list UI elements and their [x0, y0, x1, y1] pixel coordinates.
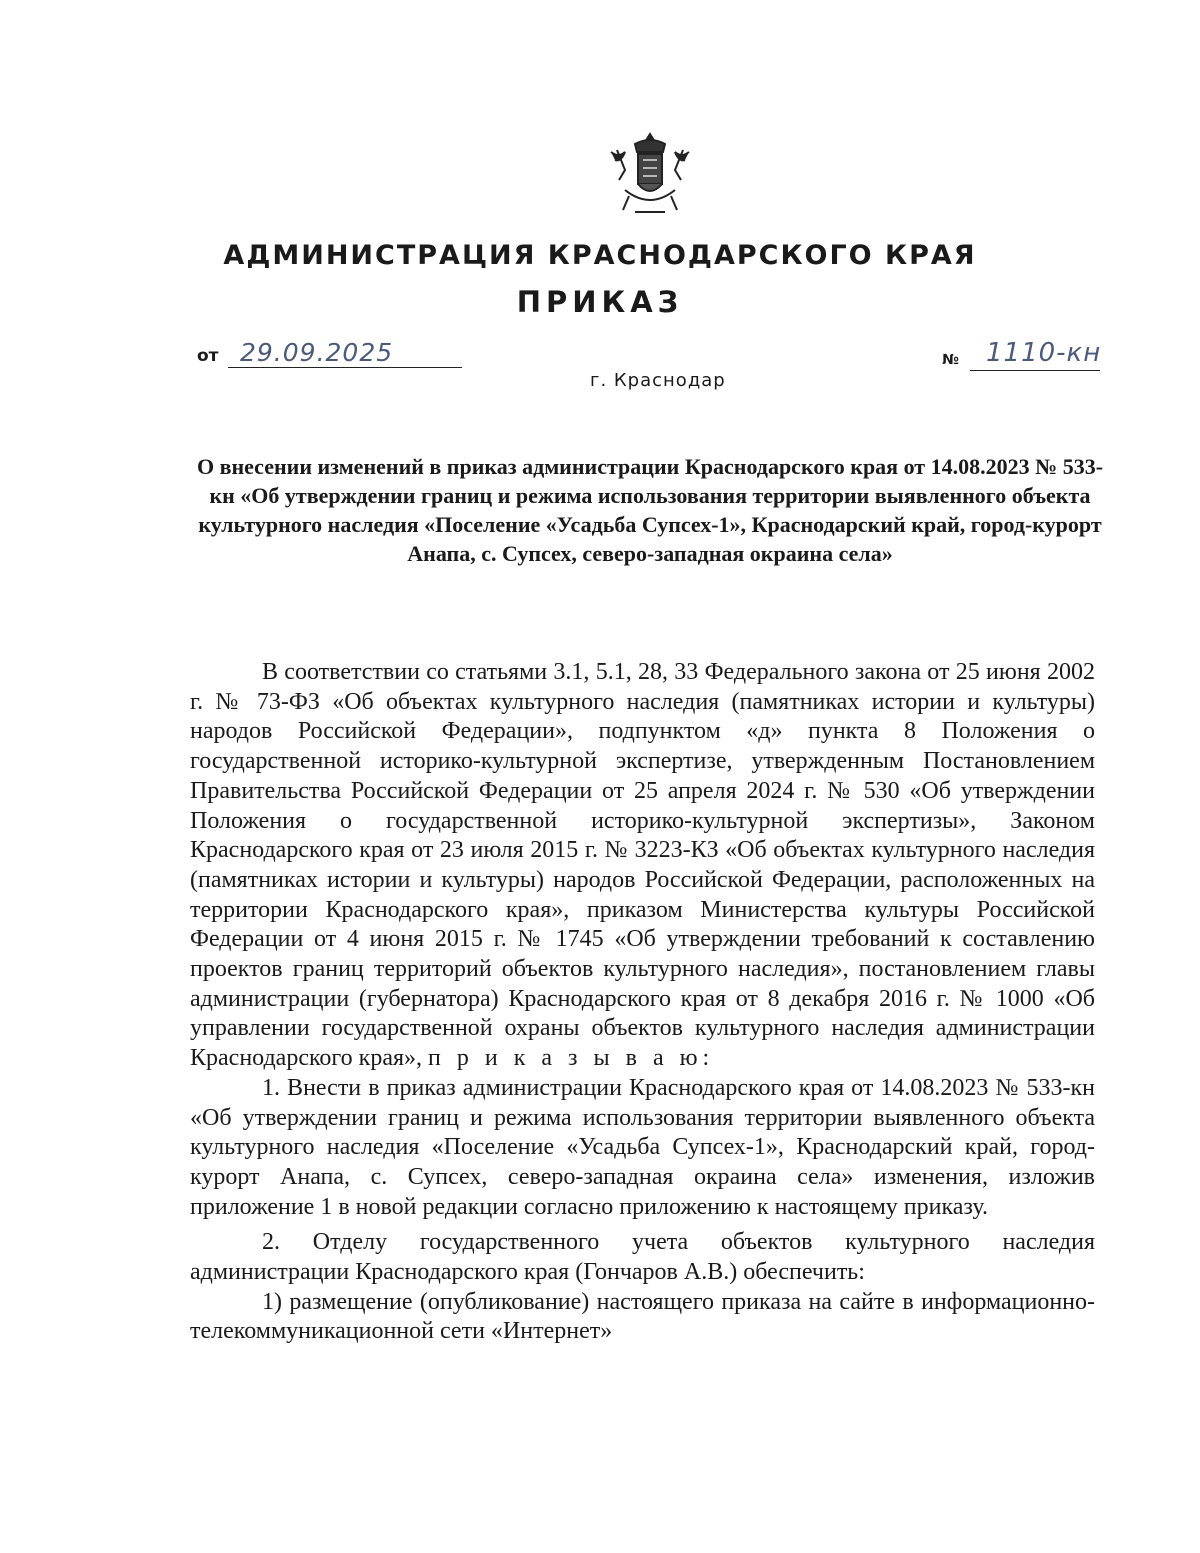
date-value: 29.09.2025	[240, 338, 394, 367]
item-1-paragraph: 1. Внести в приказ администрации Краснодарского края от 14.08.2023 № 533-кн «Об утверждении границ и режима использования территории выявленного объекта культурного наследия «Поселение «Усадьба Супсех-1», Краснодарский край, город-курорт Анапа, с. Супсех, северо-западная окраина села» изменения, изложив приложение 1 в новой редакции согласно приложению к настоящему приказу.	[190, 1074, 1095, 1220]
number-value: 1110-кн	[986, 338, 1102, 368]
number-label: №	[942, 352, 959, 368]
preamble-text: В соответствии со статьями 3.1, 5.1, 28, 33 Федерального закона от 25 июня 2002 г. № 73-ФЗ «Об объектах культурного наследия (памятниках истории и культуры) народов Российской Федерации», подпунктом «д» пункта 8 Положения о государственной историко-культурной экспертизе, утвержденным Постановлением Правительства Российской Федерации от 25 апреля 2024 г. № 530 «Об утверждении Положения о государственной историко-культурной экспертизы», Законом Краснодарского края от 23 июля 2015 г. № 3223-КЗ «Об объектах культурного наследия (памятниках истории и культуры) народов Российской Федерации, расположенных на территории Краснодарского края», приказом Министерства культуры Российской Федерации от 4 июня 2015 г. № 1745 «Об утверждении требований к составлению проектов границ территорий объектов культурного наследия», постановлением главы администрации (губернатора) Краснодарского края от 8 декабря 2016 г. № 1000 «Об управлении государственной охраны объектов культурного наследия администрации Краснодарского края»,	[190, 659, 1095, 1072]
city-name: г. Краснодар	[590, 370, 726, 391]
date-underline	[228, 367, 462, 368]
organization-name: АДМИНИСТРАЦИЯ КРАСНОДАРСКОГО КРАЯ	[223, 240, 977, 271]
date-label: от	[197, 346, 219, 366]
document-title: О внесении изменений в приказ администрации Краснодарского края от 14.08.2023 № 533-кн «Об утверждении границ и режима использования территории выявленного объекта культурного наследия «Поселение «Усадьба Супсех-1», Краснодарский край, город-курорт Анапа, с. Супсех, северо-западная окраина села»	[196, 454, 1104, 566]
coat-of-arms-emblem	[605, 130, 695, 222]
document-body	[190, 658, 1095, 1347]
order-word: п р и к а з ы в а ю:	[428, 1045, 715, 1072]
preamble-paragraph	[190, 658, 1095, 1074]
number-underline	[970, 370, 1100, 371]
item-2-1-paragraph: 1) размещение (опубликование) настоящего приказа на сайте в информационно-телекоммуникационной сети «Интернет»	[190, 1288, 1095, 1345]
document-type: ПРИКАЗ	[516, 285, 684, 319]
item-2-paragraph: 2. Отделу государственного учета объектов культурного наследия администрации Краснодарского края (Гончаров А.В.) обеспечить:	[190, 1229, 1095, 1286]
